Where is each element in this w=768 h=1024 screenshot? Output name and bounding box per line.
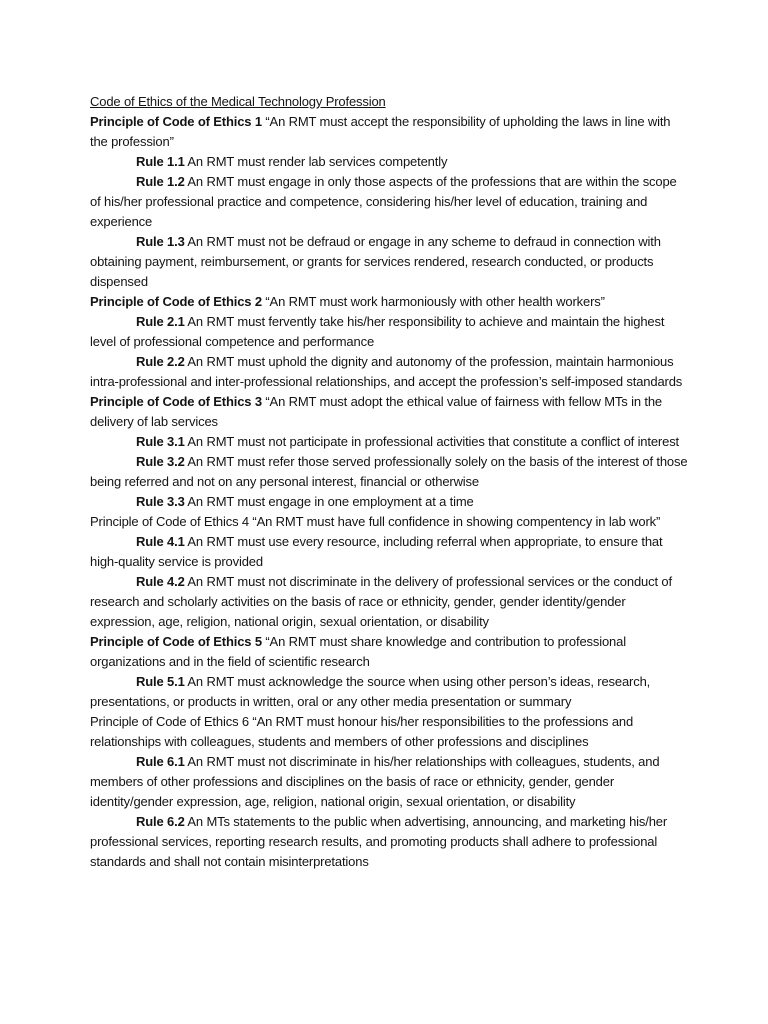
rule-number: Rule 3.3 bbox=[136, 494, 185, 509]
principle-paragraph bbox=[90, 512, 690, 532]
rule-paragraph bbox=[90, 752, 690, 812]
rule-text: An RMT must refer those served professionally solely on the basis of the interest of those being referred and not on any personal interest, financial or otherwise bbox=[90, 454, 688, 489]
rule-text: An RMT must not participate in professional activities that constitute a conflict of interest bbox=[184, 434, 680, 449]
rule-paragraph bbox=[90, 492, 690, 512]
rule-number: Rule 4.1 bbox=[136, 534, 185, 549]
principle-text: “An RMT must share knowledge and contribution to professional organizations and in the field of scientific research bbox=[90, 634, 626, 669]
rule-paragraph bbox=[90, 532, 690, 572]
rule-paragraph bbox=[90, 232, 690, 292]
principle-text: “An RMT must have full confidence in showing compentency in lab work” bbox=[248, 514, 661, 529]
rule-number: Rule 6.2 bbox=[136, 814, 185, 829]
rule-number: Rule 3.1 bbox=[136, 434, 185, 449]
rule-paragraph bbox=[90, 452, 690, 492]
rule-text: An RMT must fervently take his/her responsibility to achieve and maintain the highest level of professional competence and performance bbox=[90, 314, 665, 349]
document-title: Code of Ethics of the Medical Technology Profession bbox=[90, 94, 386, 109]
principle-text: “An RMT must adopt the ethical value of fairness with fellow MTs in the delivery of lab services bbox=[90, 394, 662, 429]
rule-number: Rule 2.1 bbox=[136, 314, 185, 329]
principle-heading: Principle of Code of Ethics 2 bbox=[90, 294, 262, 309]
rule-text: An RMT must render lab services competently bbox=[184, 154, 448, 169]
principle-text: “An RMT must honour his/her responsibilities to the professions and relationships with colleagues, students and members of other professions and disciplines bbox=[90, 714, 634, 749]
rule-paragraph bbox=[90, 572, 690, 632]
rule-number: Rule 4.2 bbox=[136, 574, 185, 589]
rule-text: An RMT must engage in one employment at a time bbox=[184, 494, 474, 509]
rule-text: An RMT must not discriminate in his/her relationships with colleagues, students, and members of other professions and disciplines on the basis of race or ethnicity, gender, gender identity/gender expression, age, religion, national origin, sexual orientation, or disability bbox=[90, 754, 660, 809]
rule-paragraph bbox=[90, 432, 690, 452]
rule-number: Rule 6.1 bbox=[136, 754, 185, 769]
rule-text: An RMT must not discriminate in the delivery of professional services or the conduct of research and scholarly activities on the basis of race or ethnicity, gender, gender identity/gender expression, age, religion, national origin, sexual orientation, or disability bbox=[90, 574, 672, 629]
rule-paragraph bbox=[90, 172, 690, 232]
principle-paragraph bbox=[90, 632, 690, 672]
principle-text: “An RMT must accept the responsibility of upholding the laws in line with the profession” bbox=[90, 114, 671, 149]
rule-paragraph bbox=[90, 152, 690, 172]
principle-heading: Principle of Code of Ethics 3 bbox=[90, 394, 262, 409]
rule-paragraph bbox=[90, 312, 690, 352]
principle-heading: Principle of Code of Ethics 5 bbox=[90, 634, 262, 649]
rule-text: An RMT must acknowledge the source when using other person’s ideas, research, presentations, or products in written, oral or any other media presentation or summary bbox=[90, 674, 651, 709]
principle-text: “An RMT must work harmoniously with other health workers” bbox=[261, 294, 605, 309]
rule-text: An MTs statements to the public when advertising, announcing, and marketing his/her professional services, reporting research results, and promoting products shall adhere to professional standards and shall not contain misinterpretations bbox=[90, 814, 668, 869]
principle-heading: Principle of Code of Ethics 1 bbox=[90, 114, 262, 129]
rule-number: Rule 1.1 bbox=[136, 154, 185, 169]
rule-text: An RMT must engage in only those aspects of the professions that are within the scope of his/her professional practice and competence, considering his/her level of education, training and experience bbox=[90, 174, 677, 229]
rule-number: Rule 3.2 bbox=[136, 454, 185, 469]
rule-text: An RMT must uphold the dignity and autonomy of the profession, maintain harmonious intra-professional and inter-professional relationships, and accept the profession’s self-imposed standards bbox=[90, 354, 683, 389]
rule-text: An RMT must not be defraud or engage in any scheme to defraud in connection with obtaining payment, reimbursement, or grants for services rendered, research conducted, or products dispensed bbox=[90, 234, 661, 289]
rule-number: Rule 5.1 bbox=[136, 674, 185, 689]
principle-paragraph bbox=[90, 292, 690, 312]
principle-paragraph bbox=[90, 112, 690, 152]
rule-text: An RMT must use every resource, including referral when appropriate, to ensure that high-quality service is provided bbox=[90, 534, 663, 569]
rule-paragraph bbox=[90, 812, 690, 872]
principle-heading: Principle of Code of Ethics 4 bbox=[90, 514, 249, 529]
rule-number: Rule 2.2 bbox=[136, 354, 185, 369]
principle-heading: Principle of Code of Ethics 6 bbox=[90, 714, 249, 729]
rule-paragraph bbox=[90, 672, 690, 712]
principle-paragraph bbox=[90, 712, 690, 752]
rule-number: Rule 1.2 bbox=[136, 174, 185, 189]
rule-number: Rule 1.3 bbox=[136, 234, 185, 249]
rule-paragraph bbox=[90, 352, 690, 392]
document-body bbox=[90, 92, 690, 872]
principle-paragraph bbox=[90, 392, 690, 432]
paragraph-list bbox=[90, 112, 690, 872]
